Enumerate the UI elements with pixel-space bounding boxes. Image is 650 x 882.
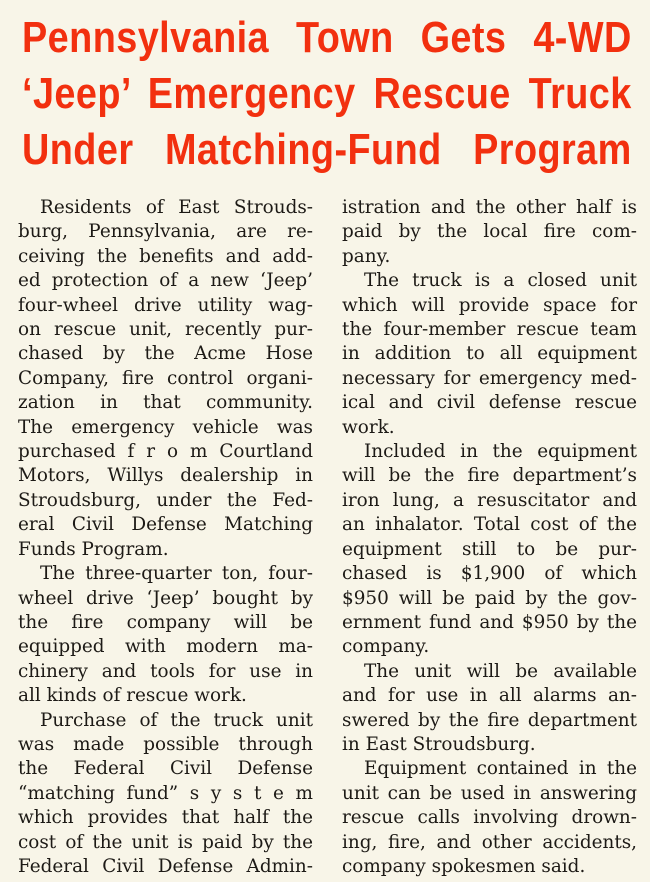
body-text-line: the fire company will be (18, 611, 313, 633)
body-text-line: ing, fire, and other accidents, (342, 831, 637, 853)
body-text-line: paid by the local fire com- (342, 221, 637, 243)
body-text-line: The unit will be available (364, 660, 637, 682)
body-text-line: The truck is a closed unit (364, 270, 637, 292)
body-text-line: all kinds of rescue work. (18, 685, 247, 707)
body-text-line: an inhalator. Total cost of the (342, 514, 637, 536)
body-text-line: ernment fund and $950 by the (342, 611, 637, 633)
body-text-line: Motors, Willys dealership in (18, 465, 313, 487)
body-text-line: the Federal Civil Defense (18, 758, 313, 780)
body-text-line: on rescue unit, recently pur- (18, 319, 313, 341)
body-text-line: $950 will be paid by the gov- (342, 587, 637, 609)
body-text-line: iron lung, a resuscitator and (342, 489, 637, 511)
body-text-line: chased is $1,900 of which (342, 563, 637, 585)
body-text-line: pany. (342, 245, 391, 267)
body-text-line: work. (342, 416, 395, 438)
body-text-line: rescue calls involving drown- (342, 807, 637, 829)
body-text-line: in East Stroudsburg. (342, 733, 536, 755)
body-text-line: The emergency vehicle was (18, 416, 313, 438)
body-text-line: Company, fire control organi- (18, 367, 313, 389)
body-text-line: Residents of East Strouds- (40, 197, 313, 218)
body-text-line: the four-member rescue team (342, 319, 637, 341)
body-text-line: The three-quarter ton, four- (40, 563, 313, 585)
body-text-line: ical and civil defense rescue (342, 392, 637, 414)
body-text-line: ed protection of a new ‘Jeep’ (18, 270, 313, 292)
body-text-line: wheel drive ‘Jeep’ bought by (18, 587, 313, 609)
headline (22, 10, 632, 178)
body-text-line: unit can be used in answering (342, 782, 637, 804)
body-column-left (18, 196, 313, 879)
body-text-line: which provides that half the (18, 807, 313, 829)
body-text-line: chased by the Acme Hose (18, 343, 313, 365)
body-text-line: Included in the equipment (364, 441, 637, 463)
body-text-line: equipment still to be pur- (342, 538, 637, 560)
body-text-line: purchased f r o m Courtland (18, 441, 313, 463)
body-text-line: burg, Pennsylvania, are re- (18, 221, 313, 243)
body-text-line: equipped with modern ma- (18, 636, 313, 658)
body-text-line: Federal Civil Defense Admin- (18, 855, 313, 877)
body-text-line: in addition to all equipment (342, 343, 637, 365)
body-text-line: was made possible through (18, 733, 313, 755)
body-text-line: will be the fire department’s (342, 465, 637, 487)
body-text-line: and for use in all alarms an- (342, 685, 637, 707)
headline-line: Under Matching-Fund Program (22, 125, 632, 174)
body-column-right (342, 196, 637, 879)
body-text-line: ceiving the benefits and add- (18, 245, 313, 267)
body-text-line: cost of the unit is paid by the (18, 831, 313, 853)
headline-line: ‘Jeep’ Emergency Rescue Truck (22, 69, 632, 118)
body-text-line: which will provide space for (342, 294, 637, 316)
body-text-line: istration and the other half is (342, 197, 637, 218)
headline-line: Pennsylvania Town Gets 4-WD (22, 13, 632, 62)
body-text-line: chinery and tools for use in (18, 660, 313, 682)
body-text-line: Stroudsburg, under the Fed- (18, 489, 313, 511)
body-text-line: Equipment contained in the (364, 758, 637, 780)
body-text-line: “matching fund” s y s t e m (18, 782, 313, 804)
body-text-line: zation in that community. (18, 392, 313, 414)
body-text-line: four-wheel drive utility wag- (18, 294, 313, 316)
body-text-line: necessary for emergency med- (342, 367, 637, 389)
body-text-line: Funds Program. (18, 538, 169, 560)
body-text-line: company. (342, 636, 430, 658)
body-text-line: Purchase of the truck unit (40, 709, 313, 731)
body-text-line: company spokesmen said. (342, 855, 586, 877)
body-text-line: eral Civil Defense Matching (18, 514, 313, 536)
body-text-line: swered by the fire department (342, 709, 637, 731)
